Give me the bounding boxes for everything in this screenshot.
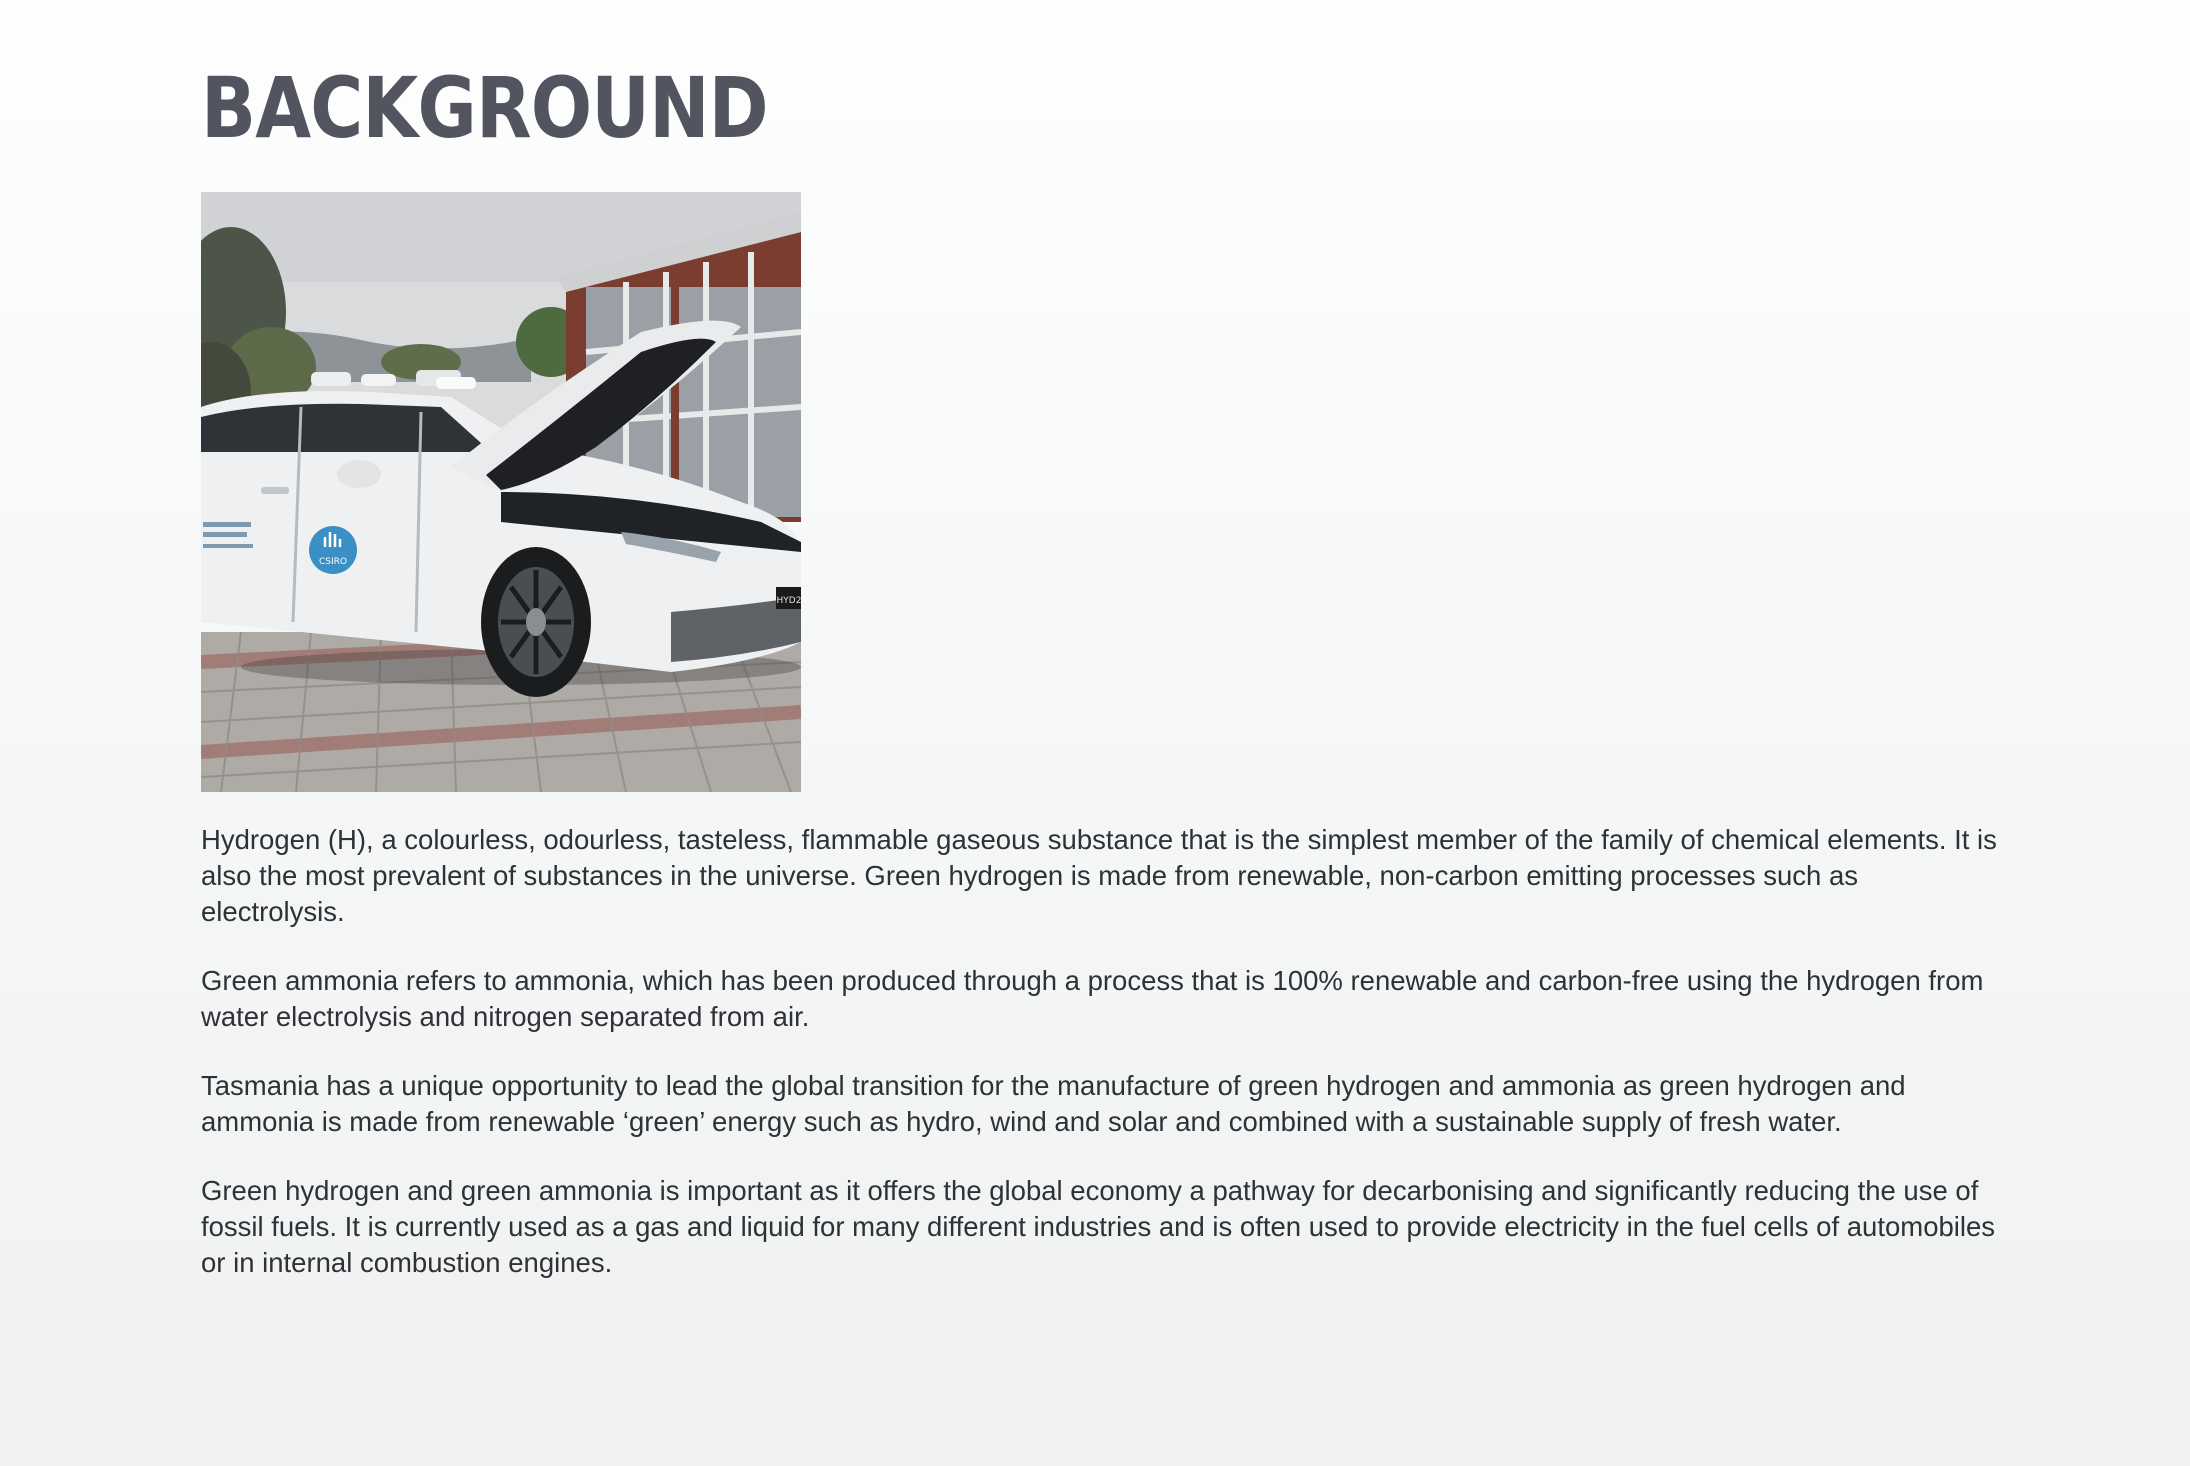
svg-text:HYD2: HYD2: [776, 596, 801, 606]
page-title: BACKGROUND: [201, 59, 768, 157]
paragraph-ammonia: Green ammonia refers to ammonia, which has been produced through a process that is 100% renewable and carbon-free using the hydrogen from water electrolysis and nitrogen separated from air.: [201, 965, 1984, 1032]
svg-text:CSIRO: CSIRO: [319, 557, 347, 567]
body-content: [201, 822, 2001, 1281]
page-container: [201, 0, 2001, 1314]
hero-image: [201, 192, 801, 792]
paragraph-tasmania: Tasmania has a unique opportunity to lead the global transition for the manufacture of green hydrogen and ammonia as green hydrogen and ammonia is made from renewable ‘green’ energy such as hydro, wind and solar and combined with a sustainable supply of fresh water.: [201, 1070, 1906, 1137]
paragraph-importance: Green hydrogen and green ammonia is important as it offers the global economy a pathway for decarbonising and significantly reducing the use of fossil fuels. It is currently used as a gas and liquid for many different industries and is often used to provide electricity in the fuel cells of automobiles or in internal combustion engines.: [201, 1175, 1996, 1278]
paragraph-hydrogen: Hydrogen (H), a colourless, odourless, tasteless, flammable gaseous substance that is the simplest member of the family of chemical elements. It is also the most prevalent of substances in the universe. Green hydrogen is made from renewable, non-carbon emitting processes such as electrolysis.: [201, 824, 1997, 927]
